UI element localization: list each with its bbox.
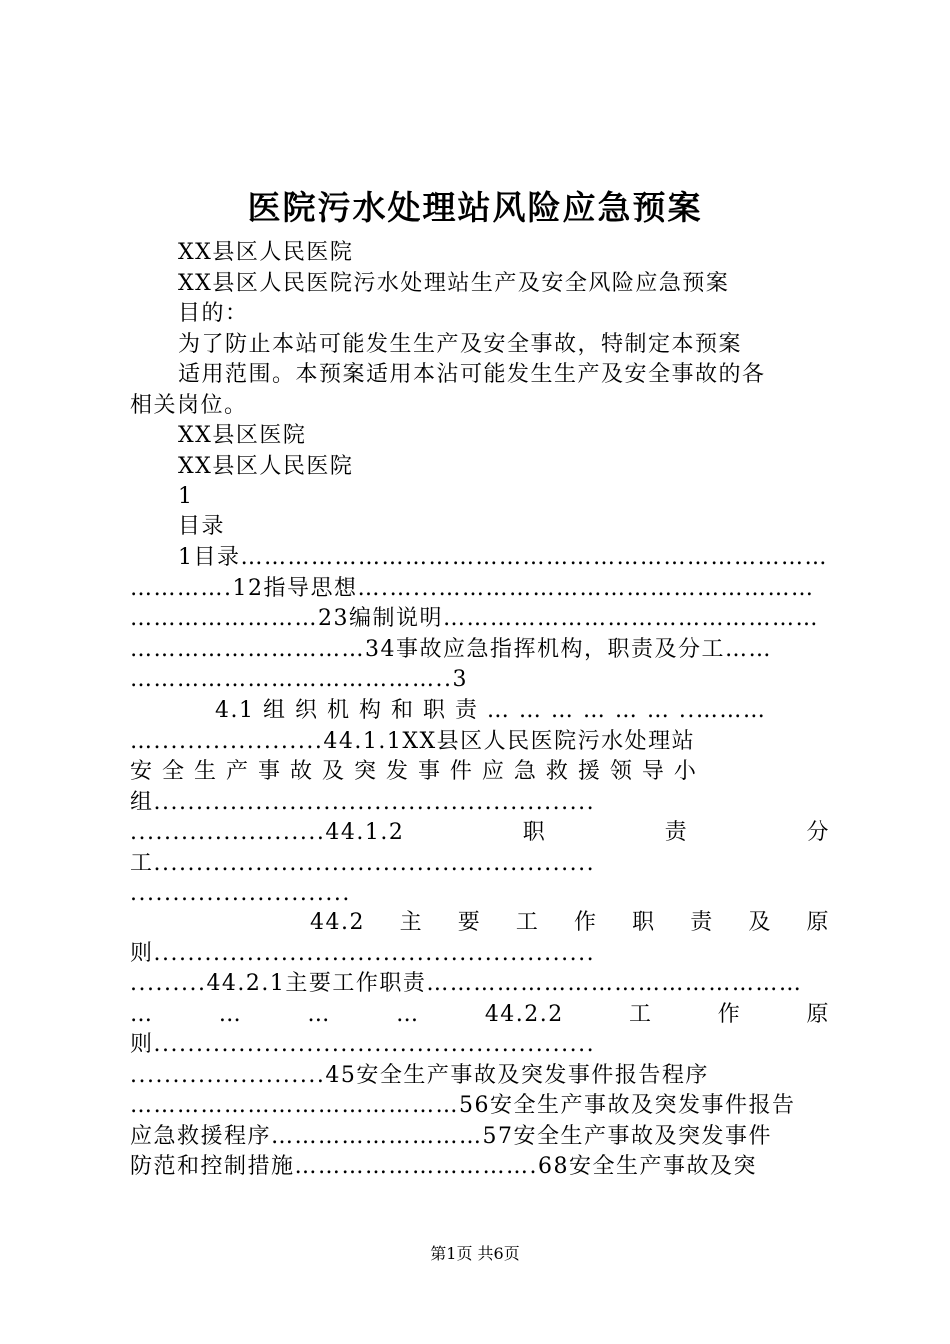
toc-line-part: 44.2.2 xyxy=(484,1002,564,1027)
toc-line: 则.................................................... xyxy=(130,1032,596,1057)
text-line: 相关岗位。 xyxy=(130,393,248,418)
toc-line: 工.................................................... xyxy=(130,851,596,876)
toc-line: …....................44.1.1XX县区人民医院污水处理站 xyxy=(130,729,696,754)
text-line: 为了防止本站可能发生生产及安全事故，特制定本预案 xyxy=(178,332,743,357)
toc-heading: 目录 xyxy=(178,514,226,539)
toc-line-justified xyxy=(130,1000,830,1030)
text-line: 适用范围。本预案适用本沾可能发生生产及安全事故的各 xyxy=(178,362,766,387)
text-line: 1 xyxy=(178,484,194,509)
toc-line-part: 分 xyxy=(806,820,830,845)
toc-line-part: 工 xyxy=(515,910,540,935)
toc-line-part: 作 xyxy=(573,910,598,935)
toc-line-part: 原 xyxy=(806,910,830,935)
toc-line: ………….12指导思想….…...………………………………………… xyxy=(130,576,815,601)
toc-line-part: 职 xyxy=(632,910,656,935)
toc-line: .......................... xyxy=(130,881,351,906)
toc-line: 4.1 组 织 机 构 和 职 责 … … … … … … ..……… xyxy=(215,698,767,723)
toc-line-part: 及 xyxy=(748,910,772,935)
toc-line-part: 要 xyxy=(457,910,482,935)
text-line: XX县区人民医院污水处理站生产及安全风险应急预案 xyxy=(178,271,730,296)
toc-line-part: .......................44.1.2 xyxy=(130,820,405,845)
toc-line-part: 职 xyxy=(522,820,547,845)
text-line: XX县区医院 xyxy=(178,423,307,448)
text-line: XX县区人民医院 xyxy=(178,240,354,265)
toc-line-part: 原 xyxy=(806,1002,830,1027)
toc-line-part: 工 xyxy=(629,1002,653,1027)
toc-line: 应急救援程序………………………57安全生产事故及突发事件 xyxy=(130,1124,772,1149)
toc-line-part: … xyxy=(218,1002,243,1027)
toc-line-justified xyxy=(310,908,830,938)
toc-line-part: … xyxy=(307,1002,331,1027)
toc-line: 防范和控制措施………………………….68安全生产事故及突 xyxy=(130,1154,757,1179)
toc-line: 安 全 生 产 事 故 及 突 发 事 件 应 急 救 援 领 导 小 xyxy=(130,759,698,784)
toc-line: 组.................................................... xyxy=(130,790,596,815)
page-footer: 第1页 共6页 xyxy=(430,1244,520,1263)
toc-line-part: … xyxy=(130,1002,154,1027)
toc-line-part: 作 xyxy=(717,1002,742,1027)
toc-line: ……………………………………56安全生产事故及突发事件报告 xyxy=(130,1093,796,1118)
toc-line-part: … xyxy=(396,1002,420,1027)
toc-line: .........44.2.1主要工作职责………………………………………… xyxy=(130,971,803,996)
text-line: XX县区人民医院 xyxy=(178,454,354,479)
document-title: 医院污水处理站风险应急预案 xyxy=(247,188,703,227)
toc-line-justified xyxy=(130,818,830,848)
toc-line: 则.................................................... xyxy=(130,941,596,966)
toc-line-part: 责 xyxy=(664,820,689,845)
toc-line: ……………………23编制说明………………………………………… xyxy=(130,606,819,631)
toc-line: 1目录………………………………………………………………… xyxy=(178,545,828,570)
toc-line: .......................45安全生产事故及突发事件报告程序 xyxy=(130,1063,709,1088)
toc-line: …………………………34事故应急指挥机构，职责及分工…… xyxy=(130,637,772,662)
toc-line: …………………………………..3 xyxy=(130,667,468,692)
toc-line-part: 主 xyxy=(399,910,424,935)
text-line: 目的： xyxy=(178,301,249,326)
toc-line-part: 44.2 xyxy=(310,910,365,935)
toc-line-part: 责 xyxy=(690,910,714,935)
